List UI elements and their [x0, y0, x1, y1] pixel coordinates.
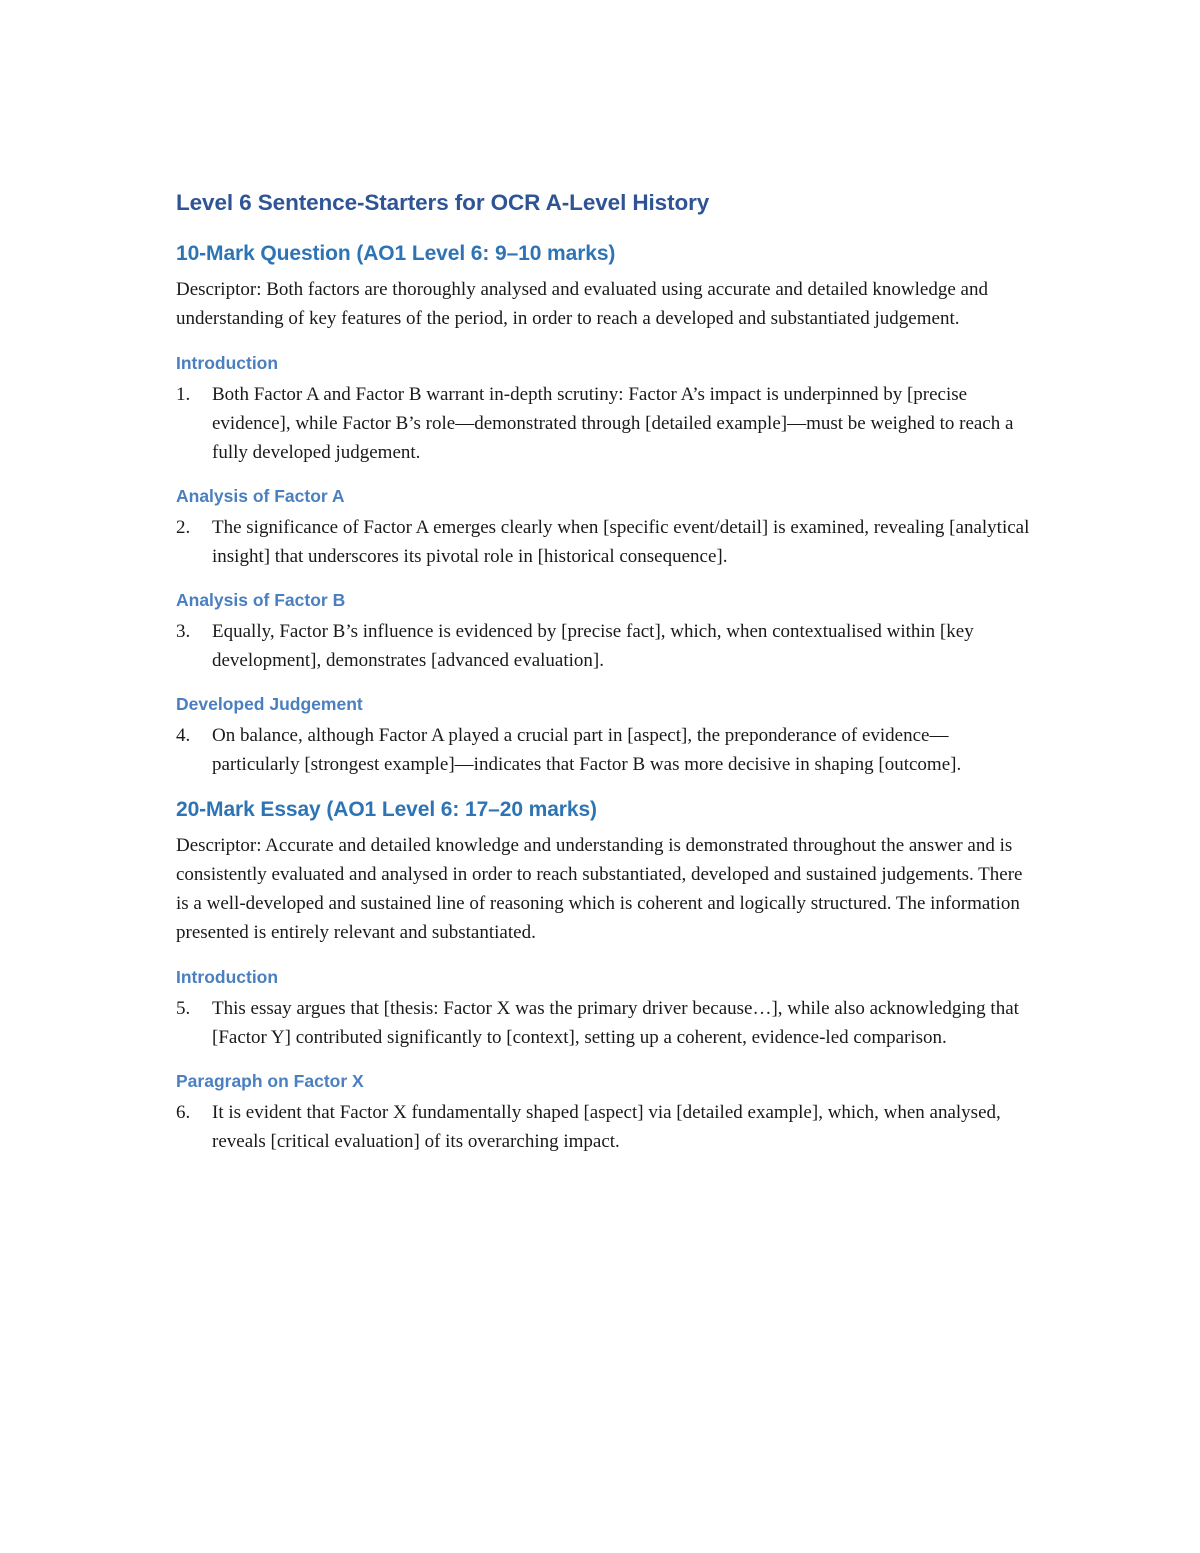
- document-page: [176, 190, 1036, 1175]
- list-item: [176, 380, 1036, 467]
- section-descriptor: Descriptor: Accurate and detailed knowledge and understanding is demonstrated throughout the answer and is consistently evaluated and analysed in order to reach substantiated, developed and sustained judgements. There is a well-developed and sustained line of reasoning which is coherent and logically structured. The information presented is entirely relevant and substantiated.: [176, 835, 1023, 943]
- section-descriptor: Descriptor: Both factors are thoroughly analysed and evaluated using accurate and detailed knowledge and understanding of key features of the period, in order to reach a developed and substantiated judgement.: [176, 279, 988, 329]
- list-text: On balance, although Factor A played a crucial part in [aspect], the preponderance of evidence—particularly [strongest example]—indicates that Factor B was more decisive in shaping [outcome].: [212, 725, 962, 775]
- list-item: [176, 1098, 1036, 1156]
- list-text: Both Factor A and Factor B warrant in-depth scrutiny: Factor A’s impact is underpinned by [precise evidence], while Factor B’s role—demonstrated through [detailed example]—must be weighed to reach a fully developed judgement.: [212, 384, 1014, 463]
- subheading-analysis-factor-a: Analysis of Factor A: [176, 486, 345, 506]
- list-item: [176, 994, 1036, 1052]
- list-text: Equally, Factor B’s influence is evidenced by [precise fact], which, when contextualised within [key development], demonstrates [advanced evaluation].: [212, 621, 974, 671]
- section-20-mark: [176, 798, 1036, 1156]
- list-number: 4.: [176, 725, 191, 746]
- subheading-introduction: Introduction: [176, 353, 279, 373]
- list-item: [176, 721, 1036, 779]
- subheading-analysis-factor-b: Analysis of Factor B: [176, 590, 346, 610]
- subheading-introduction: Introduction: [176, 967, 279, 987]
- list-number: 2.: [176, 517, 191, 538]
- subheading-developed-judgement: Developed Judgement: [176, 694, 363, 714]
- list-item: [176, 513, 1036, 571]
- list-number: 5.: [176, 998, 191, 1019]
- list-number: 3.: [176, 621, 191, 642]
- list-text: This essay argues that [thesis: Factor X was the primary driver because…], while also acknowledging that [Factor Y] contributed significantly to [context], setting up a coherent, evidence-led comparison.: [212, 998, 1019, 1048]
- list-text: It is evident that Factor X fundamentally shaped [aspect] via [detailed example], which, when analysed, reveals [critical evaluation] of its overarching impact.: [212, 1102, 1001, 1152]
- subheading-paragraph-factor-x: Paragraph on Factor X: [176, 1071, 364, 1091]
- list-number: 6.: [176, 1102, 191, 1123]
- section-heading: 10-Mark Question (AO1 Level 6: 9–10 marks): [176, 242, 616, 265]
- list-number: 1.: [176, 384, 191, 405]
- list-text: The significance of Factor A emerges clearly when [specific event/detail] is examined, revealing [analytical insight] that underscores its pivotal role in [historical consequence].: [212, 517, 1030, 567]
- section-heading: 20-Mark Essay (AO1 Level 6: 17–20 marks): [176, 798, 597, 821]
- document-title: Level 6 Sentence-Starters for OCR A-Level History: [176, 190, 710, 215]
- list-item: [176, 617, 1036, 675]
- section-10-mark: [176, 242, 1036, 779]
